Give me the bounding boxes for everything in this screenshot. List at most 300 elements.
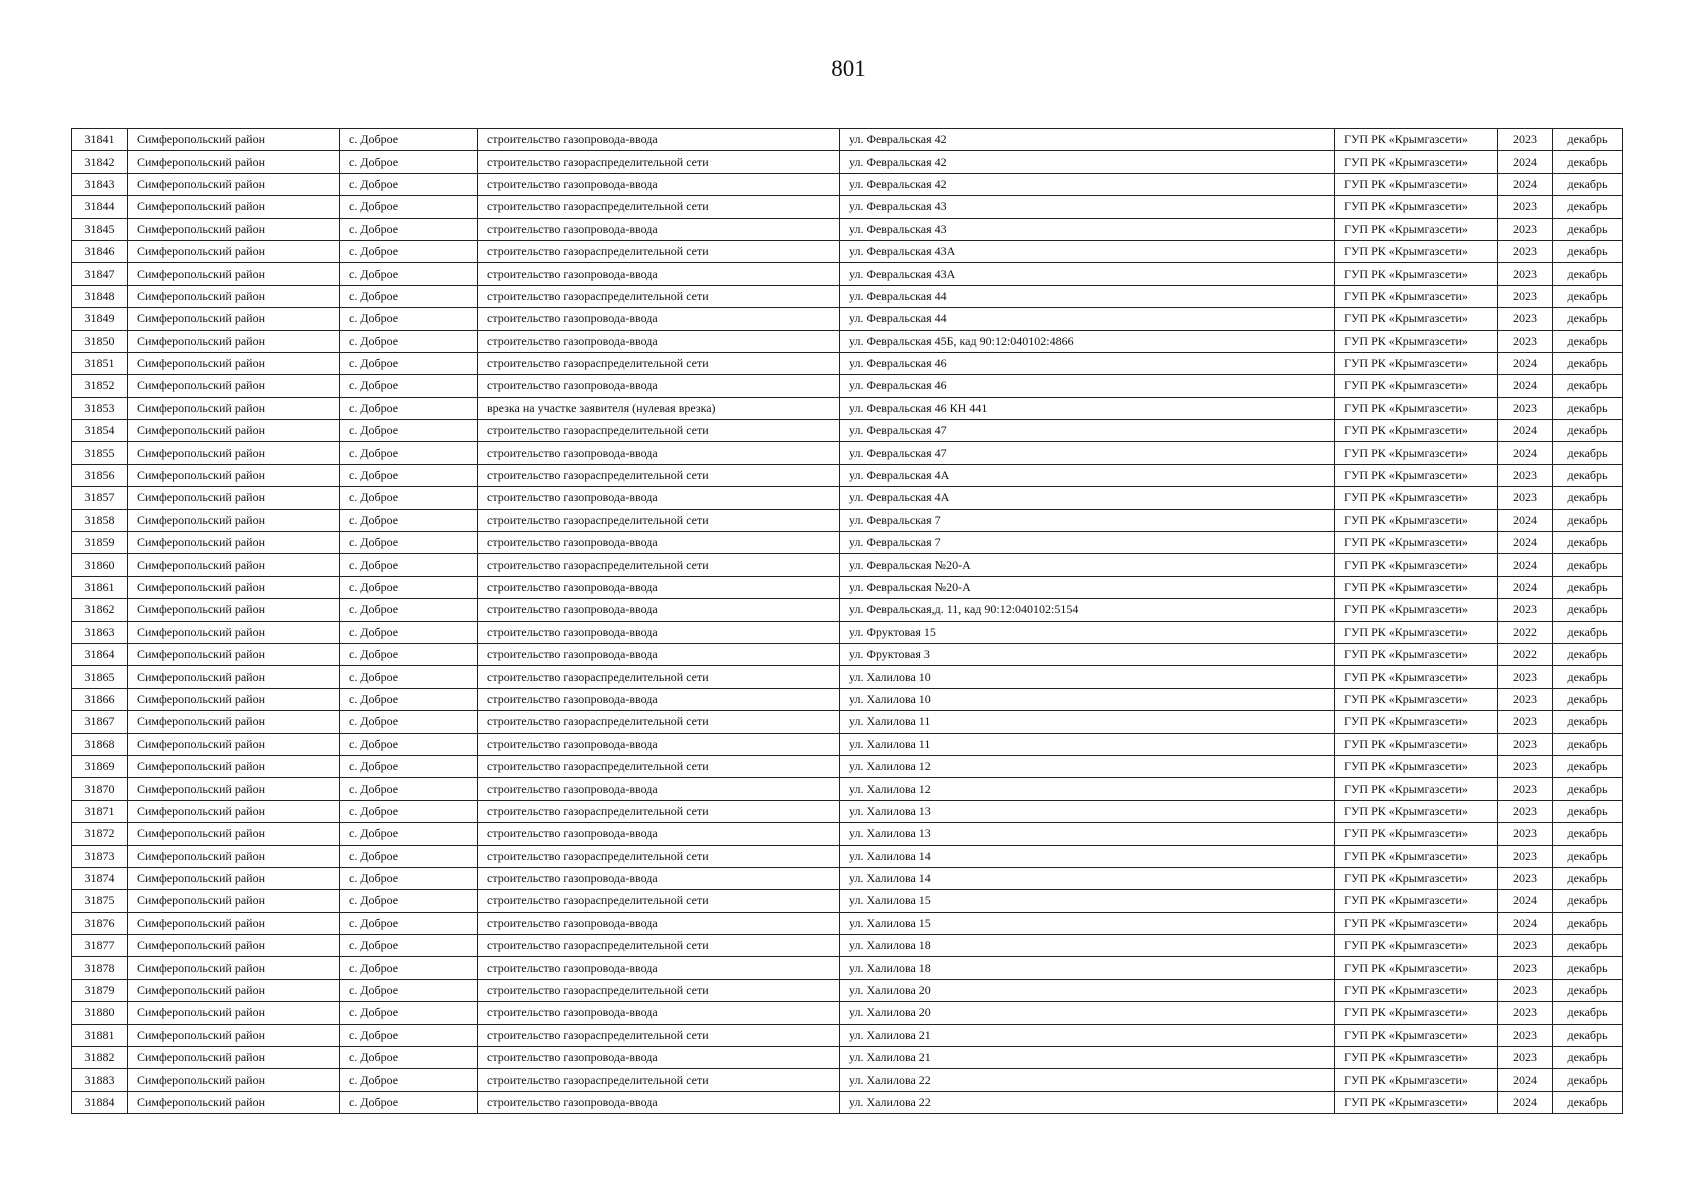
cell-work-type: строительство газораспределительной сети — [478, 1069, 840, 1091]
table-row — [72, 912, 1623, 934]
cell-month: декабрь — [1553, 352, 1623, 374]
cell-row-number: 31875 — [72, 890, 128, 912]
cell-address: ул. Февральская №20-А — [840, 554, 1335, 576]
cell-address: ул. Халилова 11 — [840, 733, 1335, 755]
cell-row-number: 31867 — [72, 711, 128, 733]
table-row — [72, 778, 1623, 800]
cell-district: Симферопольский район — [128, 755, 340, 777]
cell-month: декабрь — [1553, 263, 1623, 285]
cell-row-number: 31873 — [72, 845, 128, 867]
cell-address: ул. Халилова 13 — [840, 823, 1335, 845]
cell-settlement: с. Доброе — [340, 330, 478, 352]
cell-year: 2024 — [1498, 442, 1553, 464]
cell-year: 2024 — [1498, 1091, 1553, 1113]
cell-district: Симферопольский район — [128, 151, 340, 173]
cell-row-number: 31852 — [72, 375, 128, 397]
cell-month: декабрь — [1553, 1002, 1623, 1024]
cell-work-type: строительство газопровода-ввода — [478, 263, 840, 285]
cell-month: декабрь — [1553, 979, 1623, 1001]
cell-year: 2023 — [1498, 957, 1553, 979]
cell-year: 2023 — [1498, 823, 1553, 845]
cell-year: 2023 — [1498, 755, 1553, 777]
cell-month: декабрь — [1553, 755, 1623, 777]
cell-district: Симферопольский район — [128, 1024, 340, 1046]
cell-work-type: строительство газораспределительной сети — [478, 554, 840, 576]
table-row — [72, 397, 1623, 419]
cell-row-number: 31883 — [72, 1069, 128, 1091]
cell-year: 2023 — [1498, 196, 1553, 218]
cell-month: декабрь — [1553, 196, 1623, 218]
cell-year: 2024 — [1498, 151, 1553, 173]
cell-settlement: с. Доброе — [340, 532, 478, 554]
cell-work-type: строительство газопровода-ввода — [478, 129, 840, 151]
cell-settlement: с. Доброе — [340, 308, 478, 330]
register-table — [71, 128, 1623, 1114]
cell-month: декабрь — [1553, 129, 1623, 151]
cell-work-type: строительство газопровода-ввода — [478, 733, 840, 755]
cell-address: ул. Февральская 46 КН 441 — [840, 397, 1335, 419]
cell-settlement: с. Доброе — [340, 240, 478, 262]
cell-address: ул. Февральская 7 — [840, 532, 1335, 554]
cell-address: ул. Халилова 15 — [840, 890, 1335, 912]
cell-settlement: с. Доброе — [340, 173, 478, 195]
cell-work-type: строительство газопровода-ввода — [478, 778, 840, 800]
cell-month: декабрь — [1553, 375, 1623, 397]
cell-district: Симферопольский район — [128, 532, 340, 554]
cell-organization: ГУП РК «Крымгазсети» — [1335, 240, 1498, 262]
cell-address: ул. Халилова 22 — [840, 1069, 1335, 1091]
table-row — [72, 173, 1623, 195]
cell-settlement: с. Доброе — [340, 912, 478, 934]
cell-row-number: 31843 — [72, 173, 128, 195]
cell-district: Симферопольский район — [128, 240, 340, 262]
cell-year: 2023 — [1498, 800, 1553, 822]
cell-year: 2023 — [1498, 218, 1553, 240]
cell-month: декабрь — [1553, 957, 1623, 979]
cell-year: 2022 — [1498, 643, 1553, 665]
cell-year: 2023 — [1498, 867, 1553, 889]
cell-district: Симферопольский район — [128, 845, 340, 867]
cell-district: Симферопольский район — [128, 576, 340, 598]
cell-organization: ГУП РК «Крымгазсети» — [1335, 576, 1498, 598]
cell-address: ул. Февральская 43А — [840, 263, 1335, 285]
cell-district: Симферопольский район — [128, 375, 340, 397]
cell-row-number: 31854 — [72, 420, 128, 442]
cell-month: декабрь — [1553, 1024, 1623, 1046]
table-row — [72, 1047, 1623, 1069]
cell-month: декабрь — [1553, 173, 1623, 195]
cell-district: Симферопольский район — [128, 1047, 340, 1069]
cell-address: ул. Февральская 46 — [840, 375, 1335, 397]
cell-work-type: строительство газопровода-ввода — [478, 532, 840, 554]
cell-address: ул. Халилова 21 — [840, 1024, 1335, 1046]
table-row — [72, 263, 1623, 285]
cell-district: Симферопольский район — [128, 196, 340, 218]
table-row — [72, 957, 1623, 979]
cell-year: 2024 — [1498, 420, 1553, 442]
cell-address: ул. Февральская 43 — [840, 196, 1335, 218]
cell-settlement: с. Доброе — [340, 666, 478, 688]
cell-settlement: с. Доброе — [340, 442, 478, 464]
cell-year: 2023 — [1498, 397, 1553, 419]
cell-settlement: с. Доброе — [340, 755, 478, 777]
cell-settlement: с. Доброе — [340, 890, 478, 912]
cell-settlement: с. Доброе — [340, 778, 478, 800]
table-row — [72, 330, 1623, 352]
cell-work-type: строительство газопровода-ввода — [478, 442, 840, 464]
cell-row-number: 31850 — [72, 330, 128, 352]
cell-settlement: с. Доброе — [340, 554, 478, 576]
cell-work-type: строительство газораспределительной сети — [478, 1024, 840, 1046]
table-row — [72, 621, 1623, 643]
cell-organization: ГУП РК «Крымгазсети» — [1335, 352, 1498, 374]
cell-district: Симферопольский район — [128, 621, 340, 643]
cell-organization: ГУП РК «Крымгазсети» — [1335, 554, 1498, 576]
table-row — [72, 308, 1623, 330]
cell-year: 2023 — [1498, 1024, 1553, 1046]
cell-year: 2022 — [1498, 621, 1553, 643]
cell-work-type: строительство газораспределительной сети — [478, 464, 840, 486]
cell-work-type: строительство газопровода-ввода — [478, 957, 840, 979]
cell-district: Симферопольский район — [128, 173, 340, 195]
cell-organization: ГУП РК «Крымгазсети» — [1335, 643, 1498, 665]
cell-district: Симферопольский район — [128, 823, 340, 845]
table-row — [72, 800, 1623, 822]
cell-year: 2023 — [1498, 688, 1553, 710]
table-row — [72, 823, 1623, 845]
table-row — [72, 755, 1623, 777]
cell-organization: ГУП РК «Крымгазсети» — [1335, 621, 1498, 643]
cell-work-type: строительство газопровода-ввода — [478, 643, 840, 665]
cell-district: Симферопольский район — [128, 487, 340, 509]
cell-district: Симферопольский район — [128, 912, 340, 934]
cell-work-type: строительство газопровода-ввода — [478, 330, 840, 352]
cell-row-number: 31841 — [72, 129, 128, 151]
cell-work-type: строительство газопровода-ввода — [478, 375, 840, 397]
cell-organization: ГУП РК «Крымгазсети» — [1335, 1091, 1498, 1113]
table-row — [72, 599, 1623, 621]
cell-organization: ГУП РК «Крымгазсети» — [1335, 912, 1498, 934]
cell-organization: ГУП РК «Крымгазсети» — [1335, 599, 1498, 621]
table-row — [72, 218, 1623, 240]
cell-work-type: строительство газопровода-ввода — [478, 688, 840, 710]
cell-work-type: строительство газопровода-ввода — [478, 912, 840, 934]
cell-settlement: с. Доброе — [340, 1069, 478, 1091]
cell-settlement: с. Доброе — [340, 1047, 478, 1069]
cell-address: ул. Февральская 4А — [840, 487, 1335, 509]
cell-month: декабрь — [1553, 330, 1623, 352]
cell-address: ул. Халилова 14 — [840, 867, 1335, 889]
cell-district: Симферопольский район — [128, 1091, 340, 1113]
table-row — [72, 935, 1623, 957]
cell-year: 2023 — [1498, 330, 1553, 352]
cell-address: ул. Февральская 47 — [840, 420, 1335, 442]
cell-address: ул. Февральская 47 — [840, 442, 1335, 464]
cell-settlement: с. Доброе — [340, 196, 478, 218]
cell-month: декабрь — [1553, 1069, 1623, 1091]
cell-work-type: строительство газораспределительной сети — [478, 666, 840, 688]
cell-row-number: 31866 — [72, 688, 128, 710]
cell-address: ул. Халилова 12 — [840, 755, 1335, 777]
cell-address: ул. Халилова 22 — [840, 1091, 1335, 1113]
cell-settlement: с. Доброе — [340, 733, 478, 755]
table-row — [72, 464, 1623, 486]
cell-month: декабрь — [1553, 823, 1623, 845]
table-row — [72, 509, 1623, 531]
cell-organization: ГУП РК «Крымгазсети» — [1335, 375, 1498, 397]
cell-address: ул. Халилова 12 — [840, 778, 1335, 800]
cell-month: декабрь — [1553, 1047, 1623, 1069]
cell-year: 2023 — [1498, 666, 1553, 688]
cell-year: 2023 — [1498, 778, 1553, 800]
cell-month: декабрь — [1553, 800, 1623, 822]
cell-settlement: с. Доброе — [340, 375, 478, 397]
table-row — [72, 487, 1623, 509]
cell-settlement: с. Доброе — [340, 1002, 478, 1024]
cell-address: ул. Февральская №20-А — [840, 576, 1335, 598]
cell-month: декабрь — [1553, 621, 1623, 643]
table-row — [72, 1091, 1623, 1113]
cell-month: декабрь — [1553, 532, 1623, 554]
cell-district: Симферопольский район — [128, 308, 340, 330]
cell-address: ул. Халилова 15 — [840, 912, 1335, 934]
cell-address: ул. Февральская,д. 11, кад 90:12:040102:5154 — [840, 599, 1335, 621]
cell-work-type: строительство газораспределительной сети — [478, 420, 840, 442]
register-rows — [72, 129, 1623, 1114]
cell-work-type: строительство газораспределительной сети — [478, 240, 840, 262]
cell-district: Симферопольский район — [128, 778, 340, 800]
cell-address: ул. Февральская 45Б, кад 90:12:040102:4866 — [840, 330, 1335, 352]
cell-row-number: 31849 — [72, 308, 128, 330]
cell-work-type: строительство газопровода-ввода — [478, 621, 840, 643]
cell-year: 2023 — [1498, 263, 1553, 285]
cell-address: ул. Халилова 20 — [840, 979, 1335, 1001]
cell-district: Симферопольский район — [128, 1002, 340, 1024]
cell-row-number: 31847 — [72, 263, 128, 285]
table-row — [72, 420, 1623, 442]
table-row — [72, 196, 1623, 218]
cell-row-number: 31846 — [72, 240, 128, 262]
cell-settlement: с. Доброе — [340, 464, 478, 486]
cell-year: 2024 — [1498, 375, 1553, 397]
cell-organization: ГУП РК «Крымгазсети» — [1335, 666, 1498, 688]
cell-address: ул. Февральская 44 — [840, 285, 1335, 307]
cell-organization: ГУП РК «Крымгазсети» — [1335, 285, 1498, 307]
cell-month: декабрь — [1553, 935, 1623, 957]
cell-month: декабрь — [1553, 867, 1623, 889]
cell-year: 2024 — [1498, 890, 1553, 912]
cell-organization: ГУП РК «Крымгазсети» — [1335, 1024, 1498, 1046]
cell-organization: ГУП РК «Крымгазсети» — [1335, 532, 1498, 554]
cell-settlement: с. Доброе — [340, 935, 478, 957]
cell-district: Симферопольский район — [128, 800, 340, 822]
cell-row-number: 31848 — [72, 285, 128, 307]
cell-row-number: 31880 — [72, 1002, 128, 1024]
cell-organization: ГУП РК «Крымгазсети» — [1335, 420, 1498, 442]
cell-district: Симферопольский район — [128, 688, 340, 710]
cell-settlement: с. Доброе — [340, 487, 478, 509]
cell-settlement: с. Доброе — [340, 420, 478, 442]
table-row — [72, 532, 1623, 554]
cell-work-type: строительство газопровода-ввода — [478, 218, 840, 240]
cell-month: декабрь — [1553, 711, 1623, 733]
cell-year: 2023 — [1498, 733, 1553, 755]
cell-organization: ГУП РК «Крымгазсети» — [1335, 330, 1498, 352]
cell-district: Симферопольский район — [128, 420, 340, 442]
cell-year: 2024 — [1498, 509, 1553, 531]
table-row — [72, 240, 1623, 262]
cell-row-number: 31881 — [72, 1024, 128, 1046]
cell-organization: ГУП РК «Крымгазсети» — [1335, 733, 1498, 755]
cell-work-type: строительство газопровода-ввода — [478, 487, 840, 509]
cell-address: ул. Халилова 13 — [840, 800, 1335, 822]
cell-work-type: строительство газораспределительной сети — [478, 285, 840, 307]
cell-month: декабрь — [1553, 845, 1623, 867]
cell-month: декабрь — [1553, 643, 1623, 665]
cell-settlement: с. Доброе — [340, 845, 478, 867]
cell-row-number: 31857 — [72, 487, 128, 509]
cell-work-type: строительство газораспределительной сети — [478, 845, 840, 867]
cell-work-type: строительство газопровода-ввода — [478, 173, 840, 195]
cell-year: 2023 — [1498, 308, 1553, 330]
cell-row-number: 31860 — [72, 554, 128, 576]
cell-row-number: 31872 — [72, 823, 128, 845]
cell-organization: ГУП РК «Крымгазсети» — [1335, 979, 1498, 1001]
cell-settlement: с. Доброе — [340, 800, 478, 822]
cell-district: Симферопольский район — [128, 599, 340, 621]
cell-month: декабрь — [1553, 151, 1623, 173]
cell-month: декабрь — [1553, 1091, 1623, 1113]
cell-month: декабрь — [1553, 554, 1623, 576]
cell-work-type: строительство газораспределительной сети — [478, 352, 840, 374]
cell-settlement: с. Доброе — [340, 263, 478, 285]
cell-organization: ГУП РК «Крымгазсети» — [1335, 308, 1498, 330]
cell-district: Симферопольский район — [128, 890, 340, 912]
table-row — [72, 666, 1623, 688]
table-row — [72, 979, 1623, 1001]
cell-row-number: 31879 — [72, 979, 128, 1001]
cell-settlement: с. Доброе — [340, 823, 478, 845]
cell-year: 2023 — [1498, 845, 1553, 867]
cell-organization: ГУП РК «Крымгазсети» — [1335, 845, 1498, 867]
cell-row-number: 31878 — [72, 957, 128, 979]
cell-address: ул. Фруктовая 15 — [840, 621, 1335, 643]
cell-address: ул. Халилова 18 — [840, 935, 1335, 957]
cell-work-type: строительство газопровода-ввода — [478, 1002, 840, 1024]
cell-month: декабрь — [1553, 308, 1623, 330]
cell-row-number: 31877 — [72, 935, 128, 957]
table-row — [72, 129, 1623, 151]
cell-address: ул. Февральская 44 — [840, 308, 1335, 330]
table-row — [72, 375, 1623, 397]
cell-organization: ГУП РК «Крымгазсети» — [1335, 778, 1498, 800]
cell-month: декабрь — [1553, 666, 1623, 688]
table-row — [72, 352, 1623, 374]
cell-row-number: 31851 — [72, 352, 128, 374]
cell-year: 2024 — [1498, 554, 1553, 576]
cell-settlement: с. Доброе — [340, 1024, 478, 1046]
page-number: 801 — [831, 56, 866, 81]
cell-district: Симферопольский район — [128, 464, 340, 486]
cell-month: декабрь — [1553, 912, 1623, 934]
cell-work-type: строительство газопровода-ввода — [478, 1047, 840, 1069]
cell-month: декабрь — [1553, 240, 1623, 262]
cell-work-type: строительство газораспределительной сети — [478, 890, 840, 912]
cell-district: Симферопольский район — [128, 867, 340, 889]
cell-month: декабрь — [1553, 487, 1623, 509]
cell-address: ул. Февральская 42 — [840, 151, 1335, 173]
cell-settlement: с. Доброе — [340, 711, 478, 733]
cell-work-type: строительство газораспределительной сети — [478, 755, 840, 777]
cell-settlement: с. Доброе — [340, 979, 478, 1001]
cell-row-number: 31868 — [72, 733, 128, 755]
cell-organization: ГУП РК «Крымгазсети» — [1335, 151, 1498, 173]
cell-address: ул. Халилова 10 — [840, 666, 1335, 688]
cell-organization: ГУП РК «Крымгазсети» — [1335, 196, 1498, 218]
cell-address: ул. Фруктовая 3 — [840, 643, 1335, 665]
cell-district: Симферопольский район — [128, 554, 340, 576]
cell-row-number: 31869 — [72, 755, 128, 777]
cell-settlement: с. Доброе — [340, 643, 478, 665]
cell-district: Симферопольский район — [128, 643, 340, 665]
cell-work-type: строительство газопровода-ввода — [478, 576, 840, 598]
table-row — [72, 711, 1623, 733]
cell-organization: ГУП РК «Крымгазсети» — [1335, 173, 1498, 195]
cell-district: Симферопольский район — [128, 285, 340, 307]
cell-month: декабрь — [1553, 599, 1623, 621]
cell-settlement: с. Доброе — [340, 867, 478, 889]
cell-row-number: 31861 — [72, 576, 128, 598]
cell-organization: ГУП РК «Крымгазсети» — [1335, 1069, 1498, 1091]
cell-year: 2024 — [1498, 352, 1553, 374]
cell-organization: ГУП РК «Крымгазсети» — [1335, 1047, 1498, 1069]
cell-year: 2023 — [1498, 464, 1553, 486]
cell-settlement: с. Доброе — [340, 599, 478, 621]
cell-month: декабрь — [1553, 397, 1623, 419]
cell-organization: ГУП РК «Крымгазсети» — [1335, 711, 1498, 733]
cell-address: ул. Халилова 20 — [840, 1002, 1335, 1024]
cell-row-number: 31855 — [72, 442, 128, 464]
cell-row-number: 31842 — [72, 151, 128, 173]
cell-year: 2023 — [1498, 935, 1553, 957]
cell-address: ул. Февральская 7 — [840, 509, 1335, 531]
cell-settlement: с. Доброе — [340, 129, 478, 151]
cell-district: Симферопольский район — [128, 218, 340, 240]
cell-work-type: строительство газопровода-ввода — [478, 867, 840, 889]
cell-row-number: 31884 — [72, 1091, 128, 1113]
cell-year: 2024 — [1498, 532, 1553, 554]
cell-address: ул. Февральская 4А — [840, 464, 1335, 486]
cell-year: 2023 — [1498, 285, 1553, 307]
cell-settlement: с. Доброе — [340, 397, 478, 419]
cell-work-type: строительство газораспределительной сети — [478, 935, 840, 957]
table-row — [72, 733, 1623, 755]
cell-district: Симферопольский район — [128, 957, 340, 979]
cell-work-type: строительство газопровода-ввода — [478, 823, 840, 845]
cell-month: декабрь — [1553, 890, 1623, 912]
cell-address: ул. Халилова 10 — [840, 688, 1335, 710]
cell-month: декабрь — [1553, 420, 1623, 442]
cell-work-type: строительство газопровода-ввода — [478, 599, 840, 621]
cell-district: Симферопольский район — [128, 711, 340, 733]
cell-settlement: с. Доброе — [340, 688, 478, 710]
table-row — [72, 442, 1623, 464]
cell-month: декабрь — [1553, 576, 1623, 598]
cell-organization: ГУП РК «Крымгазсети» — [1335, 688, 1498, 710]
cell-month: декабрь — [1553, 509, 1623, 531]
cell-address: ул. Халилова 21 — [840, 1047, 1335, 1069]
cell-organization: ГУП РК «Крымгазсети» — [1335, 1002, 1498, 1024]
